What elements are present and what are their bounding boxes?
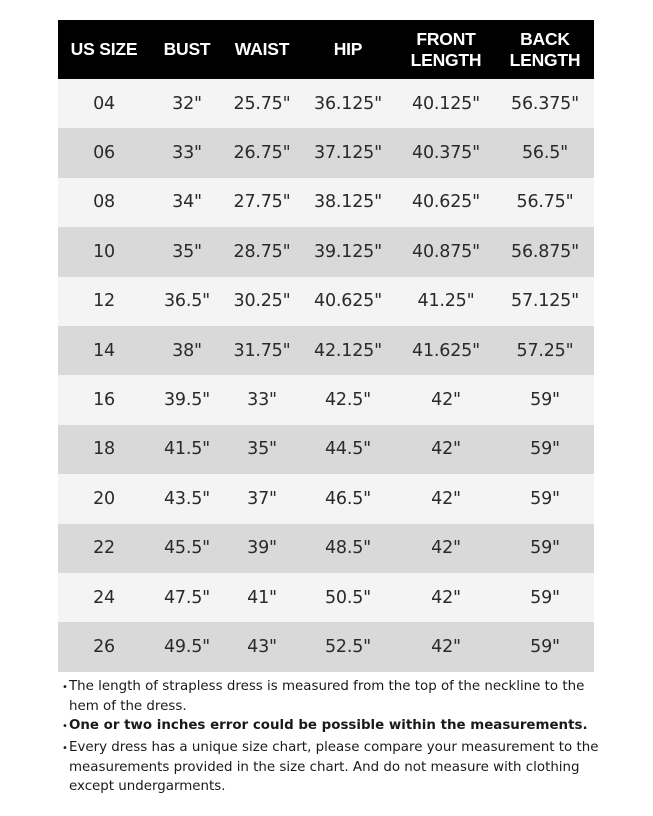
cell-hip: 40.625" bbox=[314, 291, 382, 312]
table-row bbox=[58, 524, 594, 573]
cell-hip: 36.125" bbox=[314, 93, 382, 114]
table-row bbox=[58, 79, 594, 128]
note-item bbox=[62, 716, 602, 738]
cell-hip: 37.125" bbox=[314, 143, 382, 164]
cell-hip: 42.125" bbox=[314, 340, 382, 361]
cell-bust: 39.5" bbox=[163, 390, 210, 411]
table-header bbox=[58, 20, 594, 79]
cell-front-length: 40.875" bbox=[412, 241, 480, 262]
cell-hip: 39.125" bbox=[314, 241, 382, 262]
cell-bust: 36.5" bbox=[163, 291, 210, 312]
cell-us-size: 20 bbox=[93, 488, 115, 509]
cell-hip: 46.5" bbox=[324, 488, 371, 509]
table-row bbox=[58, 622, 594, 671]
cell-bust: 32" bbox=[172, 93, 202, 114]
cell-waist: 37" bbox=[247, 488, 277, 509]
cell-hip: 50.5" bbox=[324, 587, 371, 608]
table-body bbox=[58, 79, 594, 672]
cell-us-size: 08 bbox=[93, 192, 115, 213]
cell-us-size: 14 bbox=[93, 340, 115, 361]
note-item bbox=[62, 677, 602, 716]
cell-waist: 30.25" bbox=[233, 291, 291, 312]
cell-bust: 45.5" bbox=[163, 538, 210, 559]
cell-waist: 41" bbox=[247, 587, 277, 608]
size-chart bbox=[58, 20, 594, 672]
table-row bbox=[58, 128, 594, 177]
cell-front-length: 40.625" bbox=[412, 192, 480, 213]
table-row bbox=[58, 573, 594, 622]
cell-waist: 43" bbox=[247, 636, 277, 657]
cell-bust: 49.5" bbox=[163, 636, 210, 657]
cell-us-size: 12 bbox=[93, 291, 115, 312]
cell-us-size: 26 bbox=[93, 636, 115, 657]
cell-back-length: 56.375" bbox=[511, 93, 579, 114]
bullet-icon: • bbox=[62, 743, 68, 755]
cell-back-length: 56.75" bbox=[516, 192, 574, 213]
cell-front-length: 41.625" bbox=[412, 340, 480, 361]
bullet-icon: • bbox=[62, 682, 68, 693]
cell-waist: 33" bbox=[247, 390, 277, 411]
cell-back-length: 59" bbox=[530, 538, 560, 559]
cell-waist: 35" bbox=[247, 439, 277, 460]
header-hip: HIP bbox=[333, 39, 363, 59]
table-row bbox=[58, 326, 594, 375]
cell-front-length: 42" bbox=[431, 587, 461, 608]
header-waist: WAIST bbox=[234, 39, 290, 59]
cell-bust: 43.5" bbox=[163, 488, 210, 509]
cell-back-length: 57.25" bbox=[516, 340, 574, 361]
size-table bbox=[58, 20, 594, 672]
cell-back-length: 59" bbox=[530, 439, 560, 460]
header-us-size: US SIZE bbox=[70, 39, 138, 59]
cell-front-length: 42" bbox=[431, 538, 461, 559]
header-back-length: BACK LENGTH bbox=[509, 28, 581, 70]
notes-list bbox=[62, 677, 602, 797]
cell-front-length: 40.375" bbox=[412, 143, 480, 164]
note-text: One or two inches error could be possible within the measurements. bbox=[69, 718, 588, 734]
cell-bust: 47.5" bbox=[163, 587, 210, 608]
cell-back-length: 59" bbox=[530, 587, 560, 608]
cell-front-length: 40.125" bbox=[412, 93, 480, 114]
cell-us-size: 06 bbox=[93, 143, 115, 164]
cell-back-length: 56.5" bbox=[521, 143, 568, 164]
cell-us-size: 22 bbox=[93, 538, 115, 559]
cell-us-size: 04 bbox=[93, 93, 115, 114]
cell-back-length: 57.125" bbox=[511, 291, 579, 312]
note-text: Every dress has a unique size chart, please compare your measurement to the measurements provided in the size chart. And do not measure with clothing except undergarments. bbox=[69, 740, 599, 795]
cell-back-length: 59" bbox=[530, 488, 560, 509]
cell-waist: 39" bbox=[247, 538, 277, 559]
note-text: The length of strapless dress is measured from the top of the neckline to the hem of the dress. bbox=[69, 679, 585, 714]
cell-back-length: 59" bbox=[530, 390, 560, 411]
cell-front-length: 42" bbox=[431, 636, 461, 657]
table-row bbox=[58, 375, 594, 424]
cell-waist: 27.75" bbox=[233, 192, 291, 213]
header-bust: BUST bbox=[163, 39, 211, 59]
cell-bust: 33" bbox=[172, 143, 202, 164]
table-row bbox=[58, 474, 594, 523]
cell-bust: 35" bbox=[172, 241, 202, 262]
cell-waist: 26.75" bbox=[233, 143, 291, 164]
cell-back-length: 59" bbox=[530, 636, 560, 657]
header-front-length: FRONT LENGTH bbox=[410, 28, 482, 70]
cell-front-length: 42" bbox=[431, 390, 461, 411]
cell-us-size: 18 bbox=[93, 439, 115, 460]
cell-hip: 44.5" bbox=[324, 439, 371, 460]
cell-front-length: 42" bbox=[431, 488, 461, 509]
cell-bust: 34" bbox=[172, 192, 202, 213]
cell-front-length: 41.25" bbox=[417, 291, 475, 312]
cell-back-length: 56.875" bbox=[511, 241, 579, 262]
note-item bbox=[62, 738, 602, 797]
cell-front-length: 42" bbox=[431, 439, 461, 460]
cell-us-size: 16 bbox=[93, 390, 115, 411]
cell-waist: 31.75" bbox=[233, 340, 291, 361]
cell-hip: 52.5" bbox=[324, 636, 371, 657]
table-row bbox=[58, 277, 594, 326]
cell-us-size: 10 bbox=[93, 241, 115, 262]
cell-hip: 38.125" bbox=[314, 192, 382, 213]
cell-hip: 48.5" bbox=[324, 538, 371, 559]
table-row bbox=[58, 178, 594, 227]
cell-waist: 28.75" bbox=[233, 241, 291, 262]
cell-us-size: 24 bbox=[93, 587, 115, 608]
cell-waist: 25.75" bbox=[233, 93, 291, 114]
table-row bbox=[58, 227, 594, 276]
cell-bust: 38" bbox=[172, 340, 202, 361]
header-row bbox=[58, 20, 594, 79]
cell-bust: 41.5" bbox=[163, 439, 210, 460]
bullet-icon: • bbox=[62, 721, 68, 733]
cell-hip: 42.5" bbox=[324, 390, 371, 411]
table-row bbox=[58, 425, 594, 474]
